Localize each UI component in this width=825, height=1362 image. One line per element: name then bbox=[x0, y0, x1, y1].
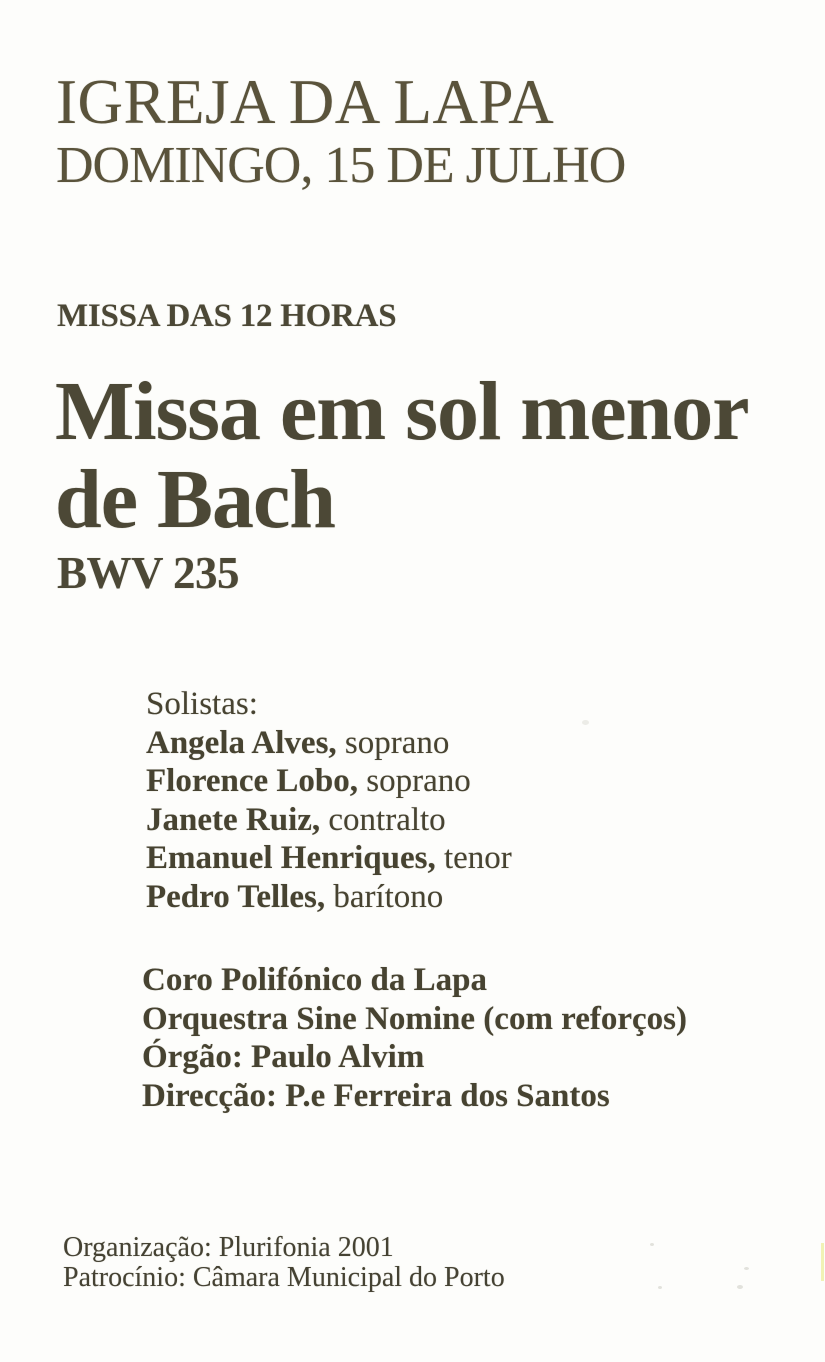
scan-speck bbox=[650, 1243, 654, 1246]
ensemble-section bbox=[142, 961, 687, 1115]
soloist-name: Pedro Telles, bbox=[146, 878, 326, 915]
organization-credit-line: Organização: Plurifonia 2001 bbox=[63, 1232, 394, 1263]
ensemble-choir-line: Coro Polifónico da Lapa bbox=[142, 962, 488, 998]
soloists-section bbox=[146, 685, 512, 916]
scan-speck bbox=[737, 1285, 743, 1289]
soloist-row bbox=[146, 878, 512, 917]
soloist-row bbox=[146, 801, 512, 840]
venue-title: IGREJA DA LAPA bbox=[56, 67, 555, 137]
work-title-line2: de Bach bbox=[55, 453, 336, 546]
soloist-role: contralto bbox=[328, 801, 446, 838]
catalog-number: BWV 235 bbox=[57, 548, 239, 598]
event-date: DOMINGO, 15 DE JULHO bbox=[56, 137, 626, 194]
soloist-role: tenor bbox=[443, 840, 512, 876]
soloist-role: soprano bbox=[344, 724, 450, 761]
scan-speck bbox=[582, 720, 589, 725]
soloist-role: barítono bbox=[333, 878, 444, 915]
ensemble-director-line: Direcção: P.e Ferreira dos Santos bbox=[142, 1077, 610, 1114]
ensemble-organ-line: Órgão: Paulo Alvim bbox=[142, 1039, 425, 1076]
credits-section bbox=[63, 1233, 505, 1293]
soloist-name: Angela Alves, bbox=[146, 724, 337, 761]
soloist-row bbox=[146, 762, 512, 801]
sponsor-credit-line: Patrocínio: Câmara Municipal do Porto bbox=[63, 1262, 505, 1293]
soloist-row bbox=[146, 724, 512, 763]
ensemble-orchestra-line: Orquestra Sine Nomine (com reforços) bbox=[142, 1000, 687, 1037]
soloist-role: soprano bbox=[366, 763, 471, 799]
soloists-heading: Solistas: bbox=[146, 686, 258, 722]
work-title-line1: Missa em sol menor bbox=[55, 365, 749, 458]
soloist-name: Janete Ruiz, bbox=[146, 801, 321, 838]
soloist-name: Florence Lobo, bbox=[146, 763, 359, 799]
scan-speck bbox=[744, 1267, 749, 1270]
mass-time-heading: MISSA DAS 12 HORAS bbox=[57, 298, 397, 334]
soloist-name: Emanuel Henriques, bbox=[146, 840, 436, 876]
scan-speck bbox=[658, 1286, 662, 1289]
soloist-row bbox=[146, 839, 512, 878]
scan-edge-artifact bbox=[821, 1243, 824, 1281]
